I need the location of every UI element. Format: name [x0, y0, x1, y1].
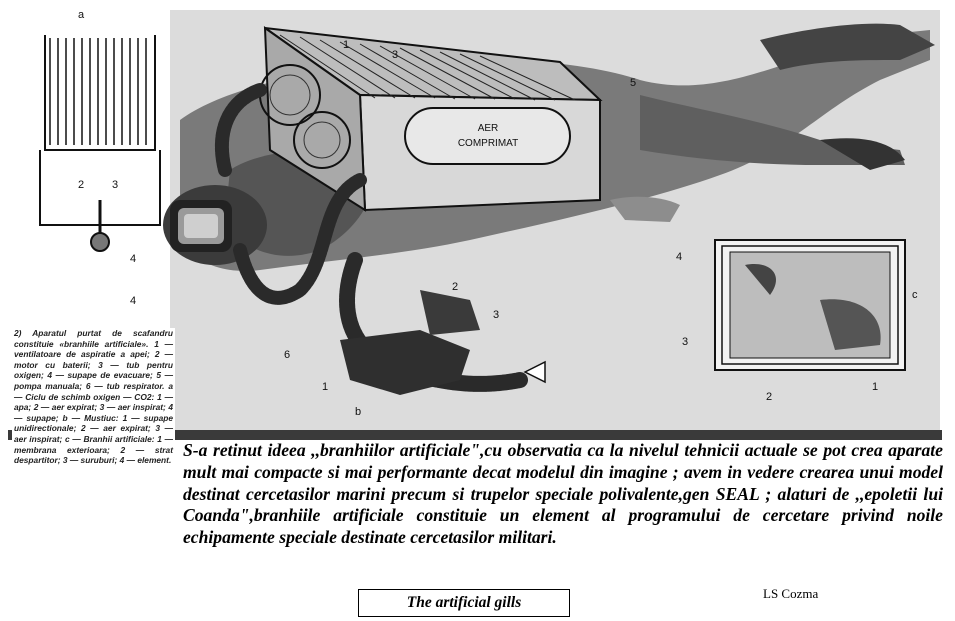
- part-label-1-b: 1: [322, 381, 329, 393]
- article-title: [358, 589, 570, 617]
- figure-caption: [12, 328, 175, 598]
- panel-c-label: c: [912, 289, 918, 301]
- part-label-2-a: 2: [78, 179, 85, 191]
- tank-label-line1: AER: [477, 123, 499, 134]
- part-label-2-b: 2: [452, 281, 459, 293]
- article-paragraph: S-a retinut ideea ,,branhiilor artificiale",cu observatia ca la nivelul tehnicii actuale se pot crea aparate mult mai compacte si mai performante decat modelul din imagine ; avem in vedere crearea unui model destinat cercetasilor marini precum si trupelor speciale polivalente,gen SEAL ; alaturi de ,,epoletii lui Coanda",branhiile artificiale constituie un element al programului de cercetare privind noile echipamente speciale destinate cercetasilor militari.: [183, 440, 943, 548]
- article-body: [183, 440, 943, 549]
- part-label-1: 1: [343, 39, 350, 51]
- part-label-1-c: 1: [872, 381, 879, 393]
- part-label-3-b: 3: [493, 309, 500, 321]
- part-label-6: 6: [284, 349, 291, 361]
- author-signature: LS Cozma: [763, 586, 819, 601]
- part-label-4-main: 4: [130, 295, 137, 307]
- article-title-text: The artificial gills: [406, 594, 522, 611]
- panel-a-label: a: [78, 9, 85, 21]
- panel-b-label: b: [355, 406, 362, 418]
- part-label-4-a: 4: [130, 253, 137, 265]
- part-label-3-a: 3: [112, 179, 119, 191]
- tank-label-line2: COMPRIMAT: [457, 138, 519, 149]
- panel-c-artificial-gills: [715, 240, 905, 370]
- part-label-2-c: 2: [766, 391, 773, 403]
- diver-mask: [163, 185, 267, 265]
- part-label-4-c: 4: [676, 251, 683, 263]
- part-label-3: 3: [392, 49, 399, 61]
- part-label-3-c: 3: [682, 336, 689, 348]
- part-label-5: 5: [630, 77, 637, 89]
- figure-caption-text: 2) Aparatul purtat de scafandru constituie «branhiile artificiale». 1 — ventilatoare de aspiratie a apei; 2 — motor cu baterii; 3 — tub pentru oxigen; 4 — supape de evacuare; 5 — pompa manuala; 6 — tub respirator. a — Ciclu de schimb oxigen — CO2: 1 — apa; 2 — aer expirat; 3 — aer inspirat; 4 — supape; b — Mustiuc: 1 — supape unidirectionale; 2 — aer expirat; 3 — aer inspirat; c — Branhii artificiale: 1 — membrana exterioara; 2 — strat despartitor; 3 — suruburi; 4 — element.: [14, 328, 173, 466]
